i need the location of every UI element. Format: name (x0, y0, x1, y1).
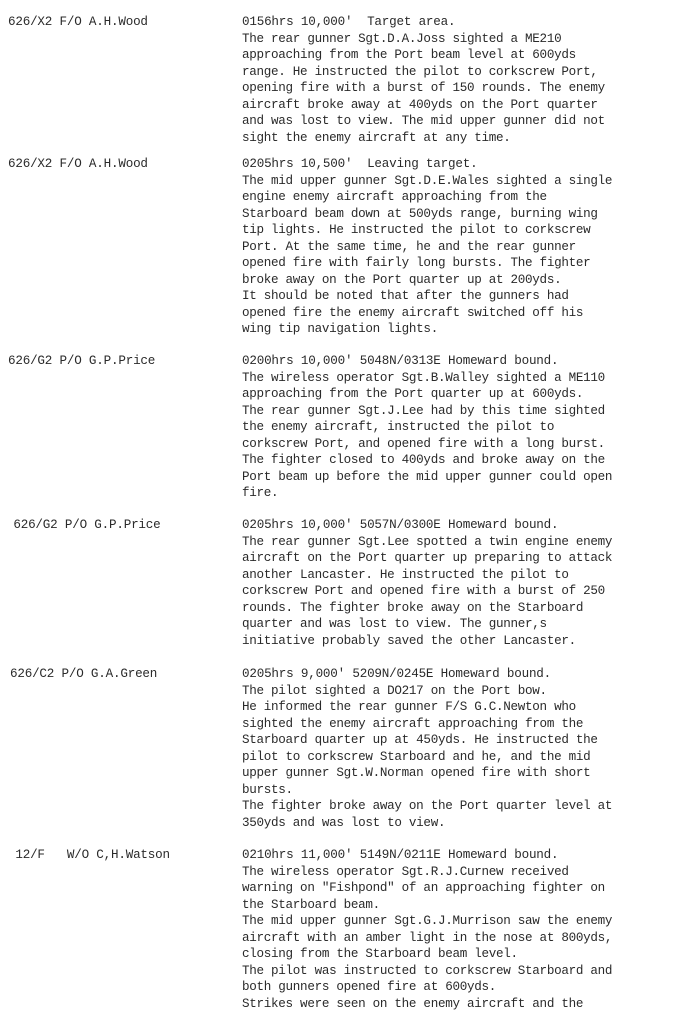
report-line: closing from the Starboard beam level. (242, 947, 518, 961)
report-line: The rear gunner Sgt.J.Lee had by this time sighted (242, 403, 605, 418)
report-text (242, 666, 672, 831)
report-line: initiative probably saved the other Lancaster. (242, 633, 576, 648)
report-line: opened fire the enemy aircraft switched off his (242, 305, 584, 320)
report-text (242, 517, 672, 649)
report-line: The rear gunner Sgt.D.A.Joss sighted a ME210 (242, 31, 562, 46)
report-text (242, 14, 672, 146)
report-line: another Lancaster. He instructed the pilot to (242, 567, 569, 582)
report-text (242, 847, 672, 1012)
report-line: the enemy aircraft, instructed the pilot to (242, 420, 555, 434)
report-line: both gunners opened fire at 600yds. (242, 980, 497, 994)
report-line: The mid upper gunner Sgt.D.E.Wales sighted a single (242, 173, 613, 188)
aircraft-crew-id: 626/X2 F/O A.H.Wood (8, 15, 148, 29)
aircraft-crew-id: 12/F W/O C,H.Watson (8, 848, 170, 862)
report-line: approaching from the Port quarter up at 600yds. (242, 387, 584, 401)
report-line: The fighter closed to 400yds and broke away on the (242, 453, 605, 467)
report-line: 350yds and was lost to view. (242, 815, 446, 830)
report-line: aircraft with an amber light in the nose at 800yds, (242, 930, 613, 945)
time-altitude-heading: 0210hrs 11,000' 5149N/0211E Homeward bound. (242, 848, 559, 862)
report-text (242, 353, 672, 502)
report-line: rounds. The fighter broke away on the Starboard (242, 600, 584, 615)
report-line: Port. At the same time, he and the rear gunner (242, 239, 576, 254)
time-altitude-heading: 0156hrs 10,000' Target area. (242, 15, 456, 29)
report-line: wing tip navigation lights. (242, 322, 438, 336)
report-line: The wireless operator Sgt.B.Walley sighted a ME110 (242, 370, 605, 385)
aircraft-crew-id: 626/C2 P/O G.A.Green (10, 667, 158, 681)
report-text (242, 156, 672, 338)
report-line: It should be noted that after the gunners had (242, 289, 569, 303)
report-line: upper gunner Sgt.W.Norman opened fire with short (242, 766, 591, 780)
report-line: bursts. (242, 782, 293, 797)
time-altitude-heading: 0205hrs 9,000' 5209N/0245E Homeward bound. (242, 667, 552, 681)
report-line: The pilot was instructed to corkscrew Starboard and (242, 963, 613, 978)
report-line: corkscrew Port and opened fire with a burst of 250 (242, 584, 605, 598)
time-altitude-heading: 0205hrs 10,000' 5057N/0300E Homeward bound. (242, 518, 559, 532)
report-line: Starboard quarter up at 450yds. He instructed the (242, 733, 598, 747)
aircraft-crew-id: 626/G2 P/O G.P.Price (8, 354, 156, 368)
report-line: The rear gunner Sgt.Lee spotted a twin engine enemy (242, 534, 613, 549)
report-line: pilot to corkscrew Starboard and he, and the mid (242, 749, 591, 764)
report-line: He informed the rear gunner F/S G.C.Newton who (242, 700, 576, 714)
report-line: range. He instructed the pilot to corkscrew Port, (242, 64, 598, 79)
report-line: The fighter broke away on the Port quarter level at (242, 799, 613, 813)
aircraft-crew-id: 626/G2 P/O G.P.Price (6, 518, 161, 532)
report-line: sight the enemy aircraft at any time. (242, 130, 511, 145)
report-line: The pilot sighted a DO217 on the Port bow. (242, 683, 547, 698)
report-line: The mid upper gunner Sgt.G.J.Murrison saw the enemy (242, 914, 613, 928)
report-line: approaching from the Port beam level at 600yds (242, 48, 576, 62)
report-line: Strikes were seen on the enemy aircraft and the (242, 996, 584, 1011)
report-line: aircraft on the Port quarter up preparing to attack (242, 551, 613, 565)
report-line: Port beam up before the mid upper gunner could open (242, 469, 613, 484)
report-line: the Starboard beam. (242, 897, 380, 912)
report-line: aircraft broke away at 400yds on the Port quarter (242, 97, 598, 112)
aircraft-crew-id: 626/X2 F/O A.H.Wood (8, 157, 148, 171)
report-line: Starboard beam down at 500yds range, burning wing (242, 206, 598, 221)
report-line: broke away on the Port quarter up at 200yds. (242, 272, 562, 287)
time-altitude-heading: 0205hrs 10,500' Leaving target. (242, 157, 478, 171)
report-line: tip lights. He instructed the pilot to corkscrew (242, 223, 591, 237)
report-line: The wireless operator Sgt.R.J.Curnew received (242, 864, 569, 879)
time-altitude-heading: 0200hrs 10,000' 5048N/0313E Homeward bound. (242, 354, 559, 368)
report-line: opened fire with fairly long bursts. The fighter (242, 256, 591, 270)
report-line: corkscrew Port, and opened fire with a long burst. (242, 436, 605, 451)
report-line: opening fire with a burst of 150 rounds. The enemy (242, 81, 605, 95)
report-line: engine enemy aircraft approaching from the (242, 190, 547, 204)
report-line: fire. (242, 486, 279, 500)
report-line: and was lost to view. The mid upper gunner did not (242, 114, 605, 128)
report-line: quarter and was lost to view. The gunner,s (242, 617, 547, 631)
report-line: warning on "Fishpond" of an approaching fighter on (242, 881, 605, 895)
report-line: sighted the enemy aircraft approaching from the (242, 716, 584, 731)
